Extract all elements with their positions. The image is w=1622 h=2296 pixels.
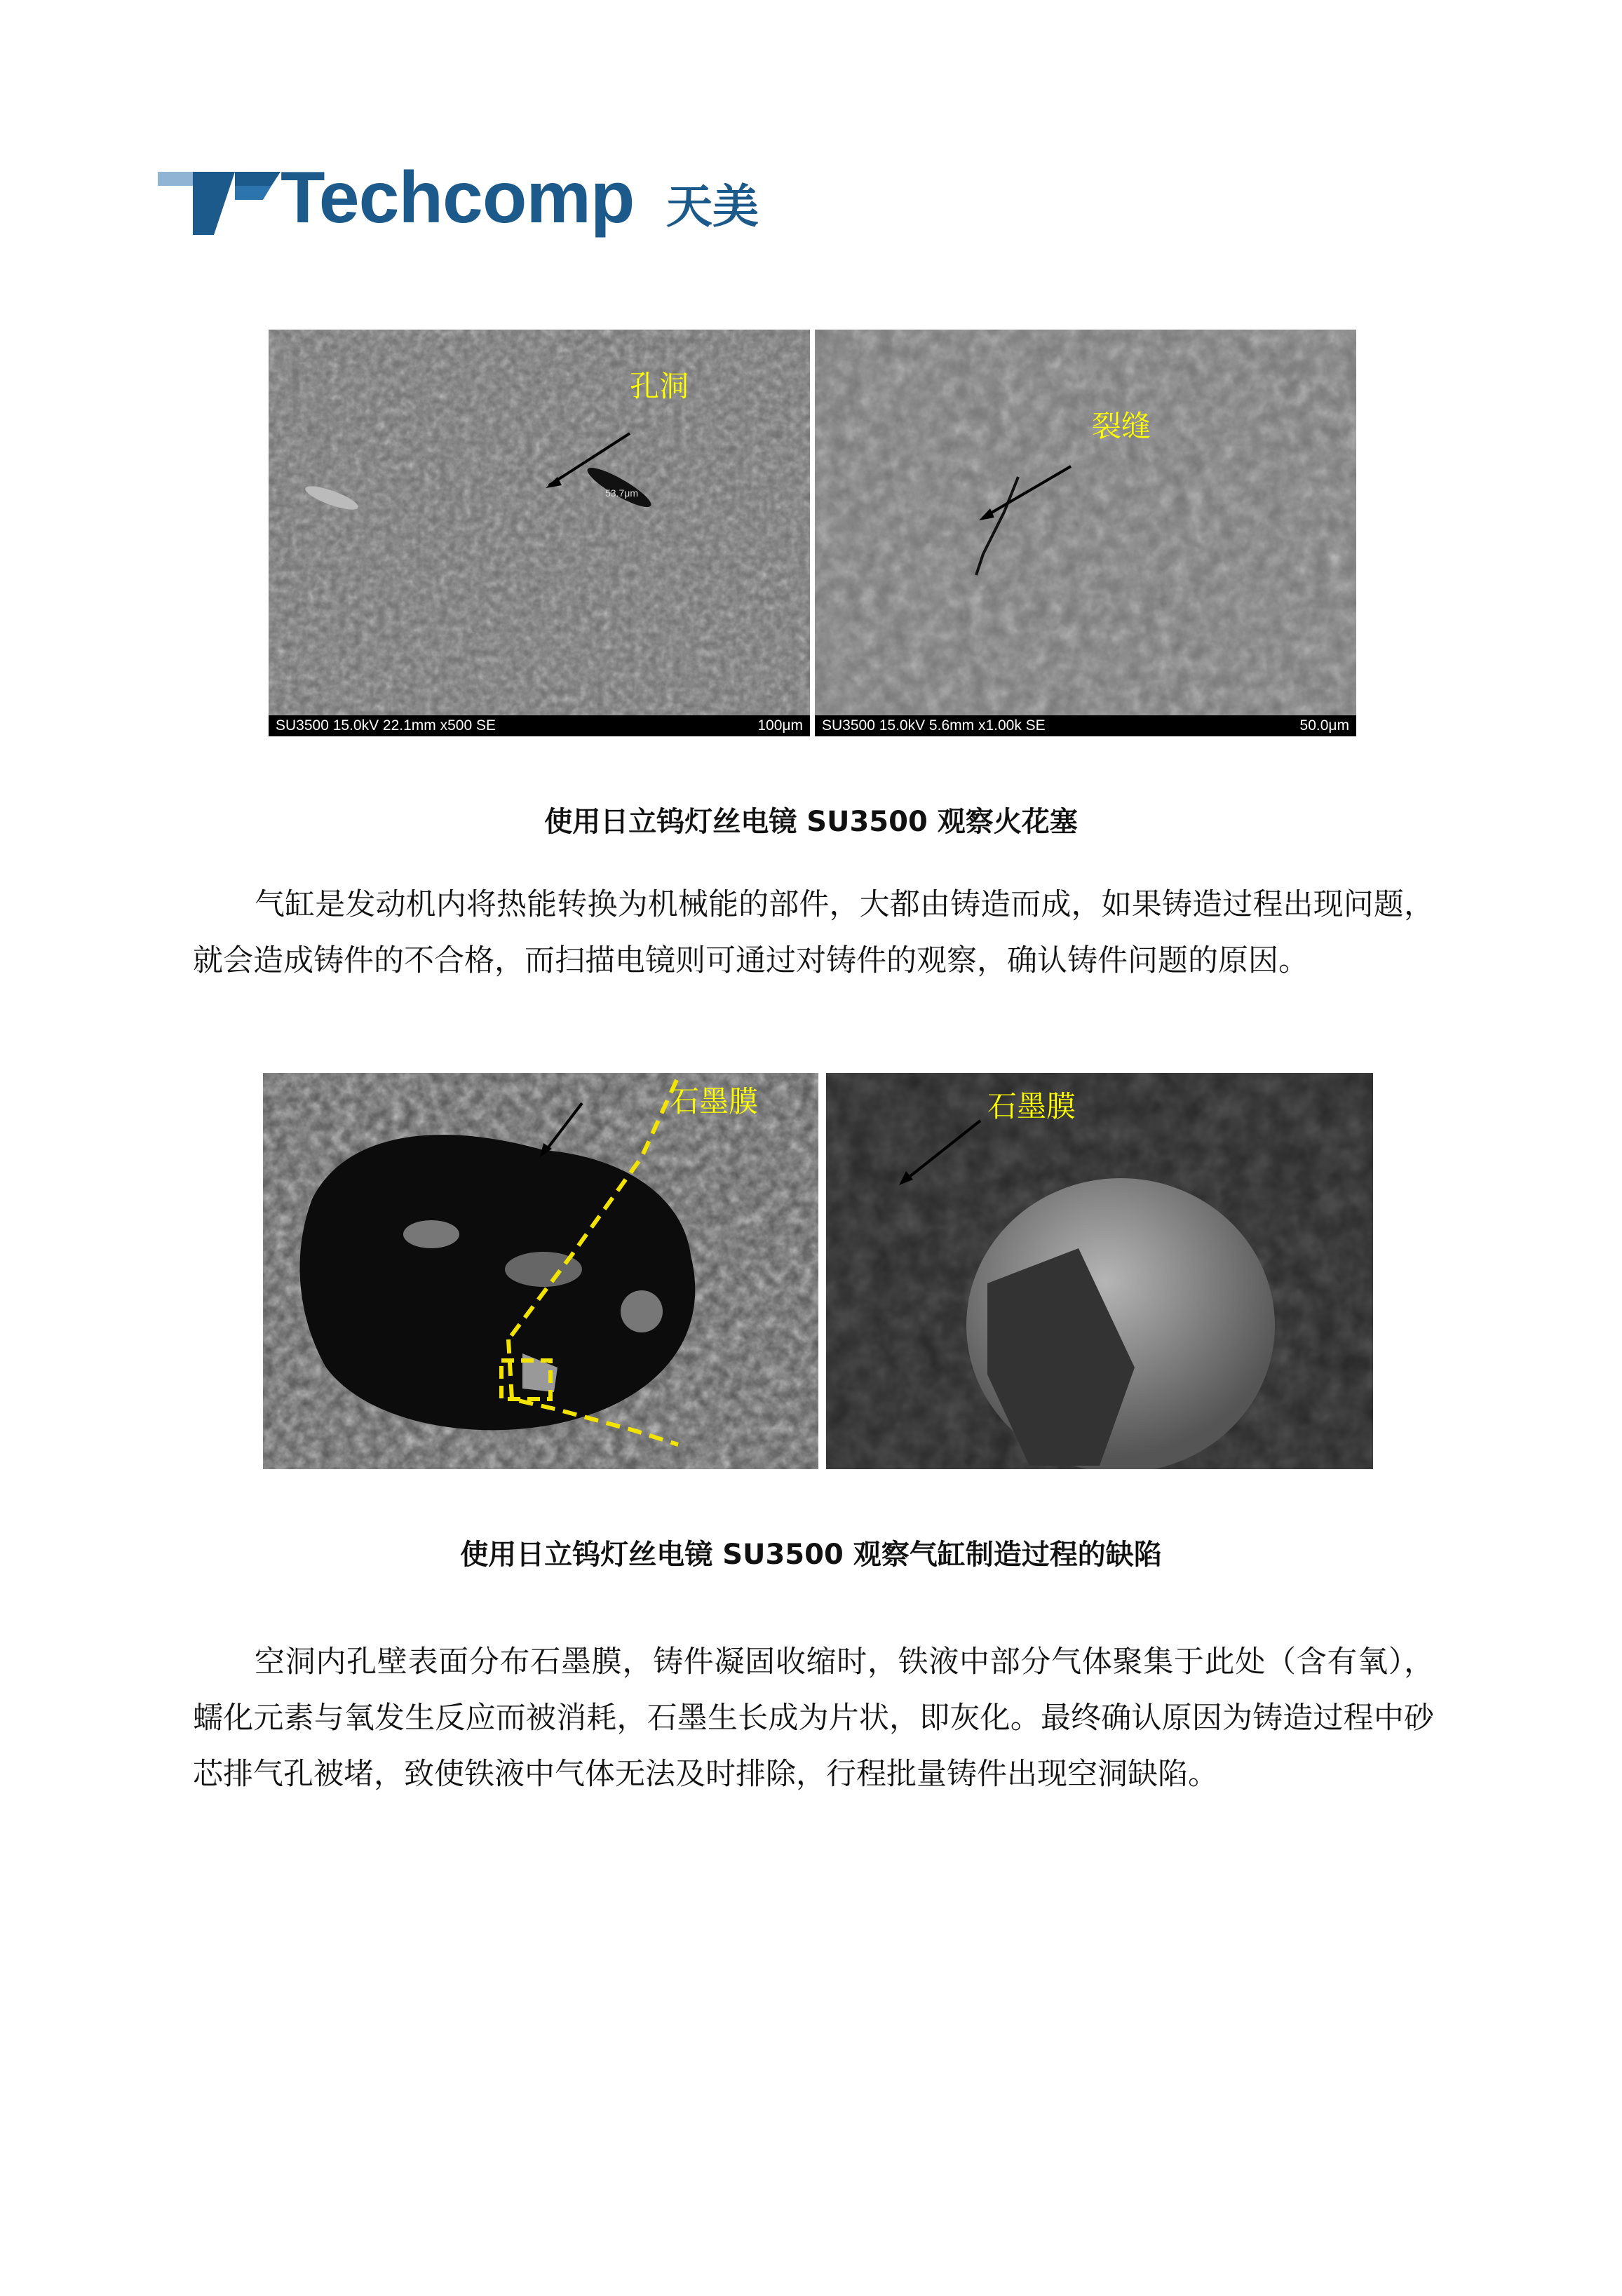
scale-bar-label: 100μm xyxy=(757,717,803,734)
scale-info: SU3500 15.0kV 5.6mm x1.00k SE xyxy=(822,717,1046,734)
logo xyxy=(151,144,782,242)
sem-image-sparkplug-right xyxy=(815,330,1356,736)
sem-image-cylinder-left xyxy=(263,1073,818,1469)
sem-image-cylinder-right xyxy=(826,1073,1373,1469)
label-graphite-film-left: 石墨膜 xyxy=(670,1084,759,1119)
sem-image-sparkplug-left xyxy=(269,330,810,736)
logo-text: Techcomp xyxy=(281,157,635,238)
label-graphite-film-right: 石墨膜 xyxy=(987,1089,1076,1123)
caption-2: 使用日立钨灯丝电镜 SU3500 观察气缸制造过程的缺陷 xyxy=(460,1539,1162,1571)
logo-cn: 天美 xyxy=(666,180,759,234)
measurement-text: 53.7μm xyxy=(605,487,638,499)
paragraph-2: 空洞内孔壁表面分布石墨膜，铸件凝固收缩时，铁液中部分气体聚集于此处（含有氧），蠕化元素与氧发生反应而被消耗，石墨生长成为片状，即灰化。最终确认原因为铸造过程中砂芯排气孔被堵，致使铁液中气体无法及时排除，行程批量铸件出现空洞缺陷。 xyxy=(193,1645,1434,1792)
scale-bar-label: 50.0μm xyxy=(1299,717,1349,734)
paragraph-1: 气缸是发动机内将热能转换为机械能的部件，大都由铸造而成，如果铸造过程出现问题，就会造成铸件的不合格，而扫描电镜则可通过对铸件的观察，确认铸件问题的原因。 xyxy=(193,887,1434,978)
sem-info-bar xyxy=(269,715,810,736)
label-crack: 裂缝 xyxy=(1092,409,1151,443)
scale-info: SU3500 15.0kV 22.1mm x500 SE xyxy=(276,717,496,734)
sem-info-bar xyxy=(815,715,1356,736)
label-hole: 孔洞 xyxy=(630,369,689,403)
techcomp-logo-icon xyxy=(151,144,291,242)
caption-1: 使用日立钨灯丝电镜 SU3500 观察火花塞 xyxy=(544,806,1078,838)
